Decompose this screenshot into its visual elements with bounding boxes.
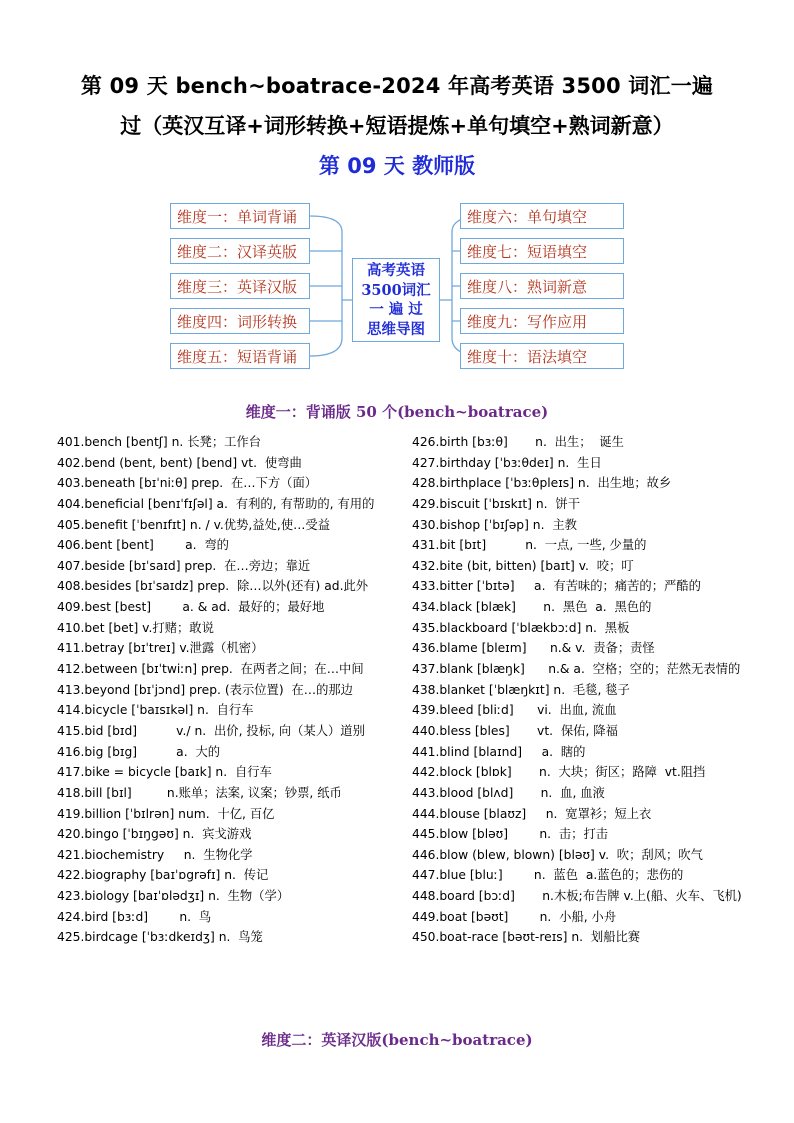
page-title-line-2: 过（英汉互译+词形转换+短语提炼+单句填空+熟词新意） [120,114,674,138]
mindmap-center-line-4: 思维导图 [367,320,425,338]
vocab-item: 405.benefit [ˈbenɪfɪt] n. / v.优势,益处,使…受益 [57,517,331,532]
vocab-item: 450.boat-race [bəʊt-reɪs] n. 划船比赛 [412,930,641,945]
vocab-item: 417.bike = bicycle [baɪk] n. 自行车 [57,765,272,780]
vocab-item: 412.between [bɪˈtwiːn] prep. 在两者之间；在…中间 [57,662,364,677]
mindmap-center-line-2: 3500词汇 [361,281,431,299]
vocab-item: 423.biology [baɪˈɒlədʒɪ] n. 生物（学） [57,889,290,904]
vocab-item: 431.bit [bɪt] n. 一点, 一些, 少量的 [412,538,647,553]
vocab-item: 424.bird [bɜːd] n. 鸟 [57,909,212,924]
section-1-heading: 维度一：背诵版 50 个(bench~boatrace) [245,403,549,421]
vocab-item: 447.blue [bluː] n. 蓝色 a.蓝色的；悲伤的 [412,868,684,883]
vocab-item: 427.birthday [ˈbɜːθdeɪ] n. 生日 [412,455,602,470]
mindmap-node-6: 维度六：单句填空 [460,203,624,229]
vocab-item: 401.bench [bentʃ] n. 长凳；工作台 [57,435,262,449]
vocab-item: 442.block [blɒk] n. 大块；街区；路障 vt.阻挡 [412,765,706,780]
vocab-item: 413.beyond [bɪˈjɔnd] prep. (表示位置) 在…的那边 [57,682,353,697]
mindmap-node-9: 维度九：写作应用 [460,308,624,334]
vocab-item: 448.board [bɔːd] n.木板;布告牌 v.上(船、火车、飞机) [412,889,742,904]
vocab-item: 438.blanket [ˈblæŋkɪt] n. 毛毯, 毯子 [412,682,630,697]
mindmap-center [352,258,440,342]
vocab-item: 403.beneath [bɪˈniːθ] prep. 在…下方（面） [57,476,318,491]
vocab-item: 428.birthplace [ˈbɜːθpleɪs] n. 出生地；故乡 [412,476,672,491]
vocab-item: 437.blank [blæŋk] n.& a. 空格；空的；茫然无表情的 [412,662,741,677]
vocab-item: 425.birdcage [ˈbɜːdkeɪdʒ] n. 鸟笼 [57,930,263,945]
vocab-item: 422.biography [baɪˈɒgrəfɪ] n. 传记 [57,868,269,883]
vocab-item: 408.besides [bɪˈsaɪdz] prep. 除…以外(还有) ad.此外 [57,579,369,594]
vocab-item: 421.biochemistry n. 生物化学 [57,847,253,862]
vocab-list-right [412,432,782,948]
mindmap-node-4: 维度四：词形转换 [170,308,310,334]
vocab-item: 445.blow [bləʊ] n. 击；打击 [412,827,609,842]
vocab-item: 419.billion [ˈbɪlrən] num. 十亿, 百亿 [57,806,275,821]
vocab-item: 439.bleed [bliːd] vi. 出血, 流血 [412,703,617,718]
mindmap-center-line-1: 高考英语 [367,262,425,279]
vocab-item: 411.betray [bɪˈtreɪ] v.泄露（机密） [57,641,264,656]
vocab-item: 446.blow (blew, blown) [bləʊ] v. 吹；刮风；吹气 [412,847,703,862]
vocab-item: 414.bicycle [ˈbaɪsɪkəl] n. 自行车 [57,703,254,718]
mindmap-node-2: 维度二：汉译英版 [170,238,310,264]
mindmap-node-1: 维度一：单词背诵 [170,203,310,229]
vocab-item: 441.blind [blaɪnd] a. 瞎的 [412,744,586,759]
vocab-item: 404.beneficial [benɪˈfɪʃəl] a. 有利的, 有帮助的, 有用的 [57,496,375,511]
vocab-item: 415.bid [bɪd] v./ n. 出价, 投标, 向（某人）道别 [57,723,365,738]
vocab-item: 444.blouse [blaʊz] n. 宽罩衫；短上衣 [412,806,652,821]
section-2-heading: 维度二：英译汉版(bench~boatrace) [261,1031,533,1049]
mindmap-node-5: 维度五：短语背诵 [170,343,310,369]
mindmap-node-3: 维度三：英译汉版 [170,273,310,299]
vocab-item: 402.bend (bent, bent) [bend] vt. 使弯曲 [57,455,302,470]
vocab-item: 432.bite (bit, bitten) [baɪt] v. 咬；叮 [412,558,634,573]
vocab-item: 429.biscuit [ˈbɪskɪt] n. 饼干 [412,496,581,511]
vocab-item: 433.bitter [ˈbɪtə] a. 有苦味的；痛苦的；严酷的 [412,579,701,594]
vocab-item: 426.birth [bɜːθ] n. 出生； 诞生 [412,435,624,449]
vocab-item: 418.bill [bɪl] n.账单；法案, 议案；钞票, 纸币 [57,785,342,800]
vocab-item: 416.big [bɪg] a. 大的 [57,744,221,759]
vocab-item: 449.boat [bəʊt] n. 小船, 小舟 [412,909,617,924]
mindmap-node-10: 维度十：语法填空 [460,343,624,369]
mindmap-center-line-3: 一 遍 过 [369,301,423,318]
mindmap-node-7: 维度七：短语填空 [460,238,624,264]
mindmap-node-8: 维度八：熟词新意 [460,273,624,299]
vocab-list-left [57,432,402,948]
vocab-item: 434.black [blæk] n. 黑色 a. 黑色的 [412,600,652,615]
vocab-item: 409.best [best] a. & ad. 最好的；最好地 [57,600,325,615]
vocab-item: 443.blood [blʌd] n. 血, 血液 [412,785,605,800]
vocab-item: 440.bless [bles] vt. 保佑, 降福 [412,723,618,738]
vocab-item: 435.blackboard [ˈblækbɔːd] n. 黑板 [412,620,630,635]
vocab-item: 436.blame [bleɪm] n.& v. 责备；责怪 [412,641,655,656]
page-title-line-1: 第 09 天 bench~boatrace-2024 年高考英语 3500 词汇一遍 [80,74,714,98]
vocab-item: 410.bet [bet] v.打赌；敢说 [57,620,214,635]
vocab-item: 420.bingo [ˈbɪŋgəʊ] n. 宾戈游戏 [57,827,252,842]
vocab-item: 406.bent [bent] a. 弯的 [57,538,229,553]
vocab-item: 407.beside [bɪˈsaɪd] prep. 在…旁边；靠近 [57,558,311,573]
page-subtitle: 第 09 天 教师版 [318,154,476,178]
vocab-item: 430.bishop [ˈbɪʃəp] n. 主教 [412,517,577,532]
